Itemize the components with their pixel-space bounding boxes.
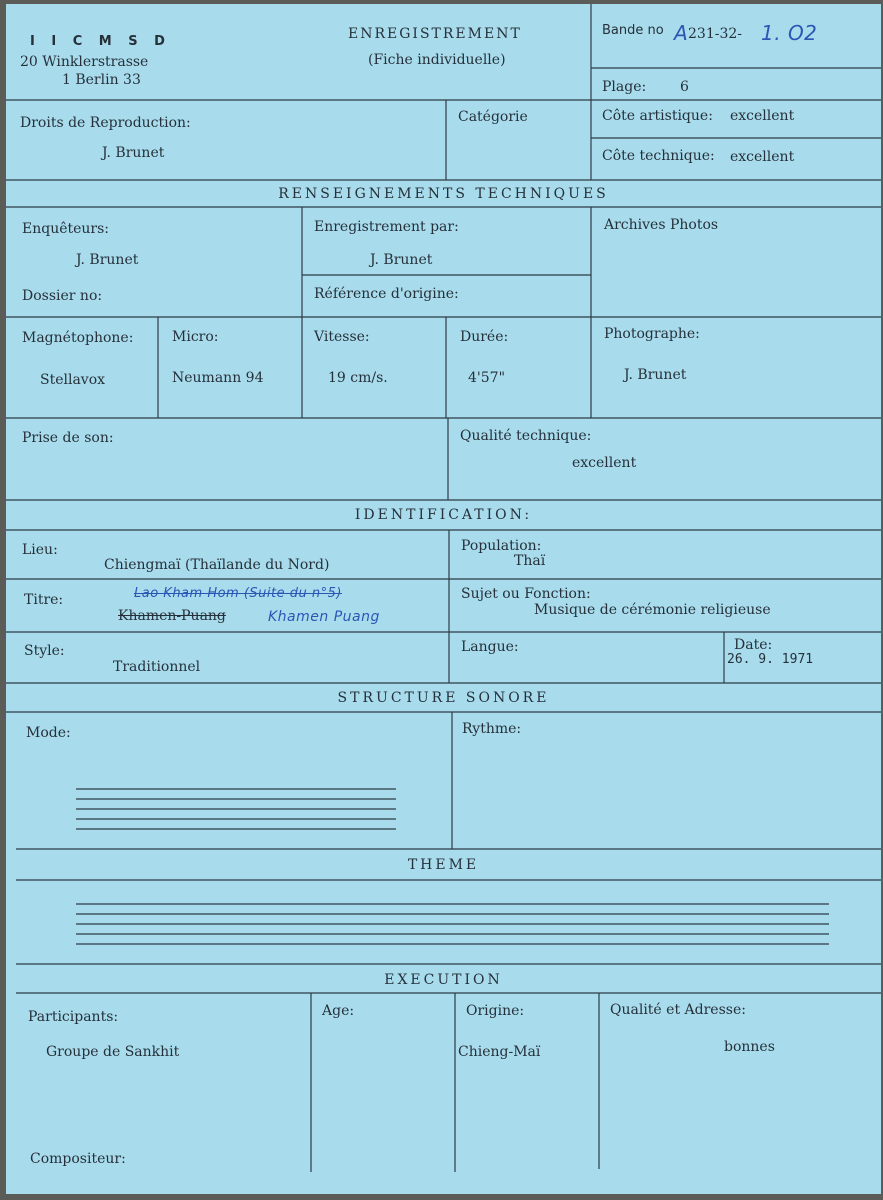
cote-artistique-label: Côte artistique: xyxy=(602,108,713,124)
origine-label: Origine: xyxy=(466,1003,525,1019)
titre-typed-struck: Khamen-Puang xyxy=(118,608,226,624)
section-structure: STRUCTURE SONORE xyxy=(337,690,550,706)
recording-card xyxy=(6,4,881,1194)
population-label: Population: xyxy=(461,538,542,554)
photographe-label: Photographe: xyxy=(604,326,700,342)
enregistrement-par-label: Enregistrement par: xyxy=(314,219,459,235)
style-label: Style: xyxy=(24,643,65,659)
lieu-value: Chiengmaï (Thaïlande du Nord) xyxy=(104,557,330,573)
titre-label: Titre: xyxy=(24,592,64,608)
qualite-value: excellent xyxy=(572,455,637,471)
plage-label: Plage: xyxy=(602,79,647,95)
section-theme: THEME xyxy=(407,857,480,873)
cote-technique-value: excellent xyxy=(730,149,795,165)
qualite-adresse-value: bonnes xyxy=(724,1039,775,1055)
sujet-label: Sujet ou Fonction: xyxy=(461,586,591,602)
section-identification: IDENTIFICATION: xyxy=(354,507,533,523)
bande-hand-prefix: A xyxy=(674,21,689,45)
mode-label: Mode: xyxy=(26,725,71,741)
plage-value: 6 xyxy=(680,79,689,95)
vitesse-value: 19 cm/s. xyxy=(328,370,388,386)
qualite-adresse-label: Qualité et Adresse: xyxy=(610,1002,746,1018)
enqueteurs-value: J. Brunet xyxy=(76,252,139,268)
org-city: 1 Berlin 33 xyxy=(62,72,141,88)
reference-label: Référence d'origine: xyxy=(314,286,459,302)
bande-hand-suffix: 1. O2 xyxy=(761,21,818,45)
rythme-label: Rythme: xyxy=(462,721,522,737)
participants-value: Groupe de Sankhit xyxy=(46,1044,180,1060)
droits-label: Droits de Reproduction: xyxy=(20,115,191,131)
photographe-value: J. Brunet xyxy=(624,367,687,383)
participants-label: Participants: xyxy=(28,1009,119,1025)
bande-label: Bande no xyxy=(602,23,664,38)
population-value: Thaï xyxy=(514,553,546,569)
qualite-label: Qualité technique: xyxy=(460,428,592,444)
org-name: I I C M S D xyxy=(30,34,171,49)
titre-hand-struck: Lao Kham Hom (Suite du n°5) xyxy=(134,586,342,601)
section-technique: RENSEIGNEMENTS TECHNIQUES xyxy=(278,186,609,202)
section-execution: EXECUTION xyxy=(384,972,503,988)
archives-label: Archives Photos xyxy=(604,217,719,233)
titre-hand-correction: Khamen Puang xyxy=(268,609,380,625)
style-value: Traditionnel xyxy=(113,659,201,675)
form-subtitle: (Fiche individuelle) xyxy=(368,52,506,68)
duree-value: 4'57" xyxy=(468,370,506,386)
sujet-value: Musique de cérémonie religieuse xyxy=(534,602,771,618)
compositeur-label: Compositeur: xyxy=(30,1151,126,1167)
magnetophone-value: Stellavox xyxy=(40,372,106,388)
magnetophone-label: Magnétophone: xyxy=(22,330,134,346)
micro-value: Neumann 94 xyxy=(172,370,264,386)
enregistrement-par-value: J. Brunet xyxy=(370,252,433,268)
enqueteurs-label: Enquêteurs: xyxy=(22,221,110,237)
vitesse-label: Vitesse: xyxy=(314,329,370,345)
age-label: Age: xyxy=(322,1003,355,1019)
duree-label: Durée: xyxy=(460,329,509,345)
date-value: 26. 9. 1971 xyxy=(727,652,814,667)
categorie-label: Catégorie xyxy=(458,109,528,125)
cote-technique-label: Côte technique: xyxy=(602,148,715,164)
cote-artistique-value: excellent xyxy=(730,108,795,124)
date-label: Date: xyxy=(734,637,773,653)
lieu-label: Lieu: xyxy=(22,542,58,558)
droits-value: J. Brunet xyxy=(102,145,165,161)
langue-label: Langue: xyxy=(461,639,519,655)
org-street: 20 Winklerstrasse xyxy=(20,54,149,70)
form-title: ENREGISTREMENT xyxy=(348,26,522,42)
bande-number: 231-32- xyxy=(688,26,742,42)
origine-value: Chieng-Maï xyxy=(458,1044,541,1060)
micro-label: Micro: xyxy=(172,329,219,345)
dossier-label: Dossier no: xyxy=(22,288,103,304)
prise-label: Prise de son: xyxy=(22,430,114,446)
